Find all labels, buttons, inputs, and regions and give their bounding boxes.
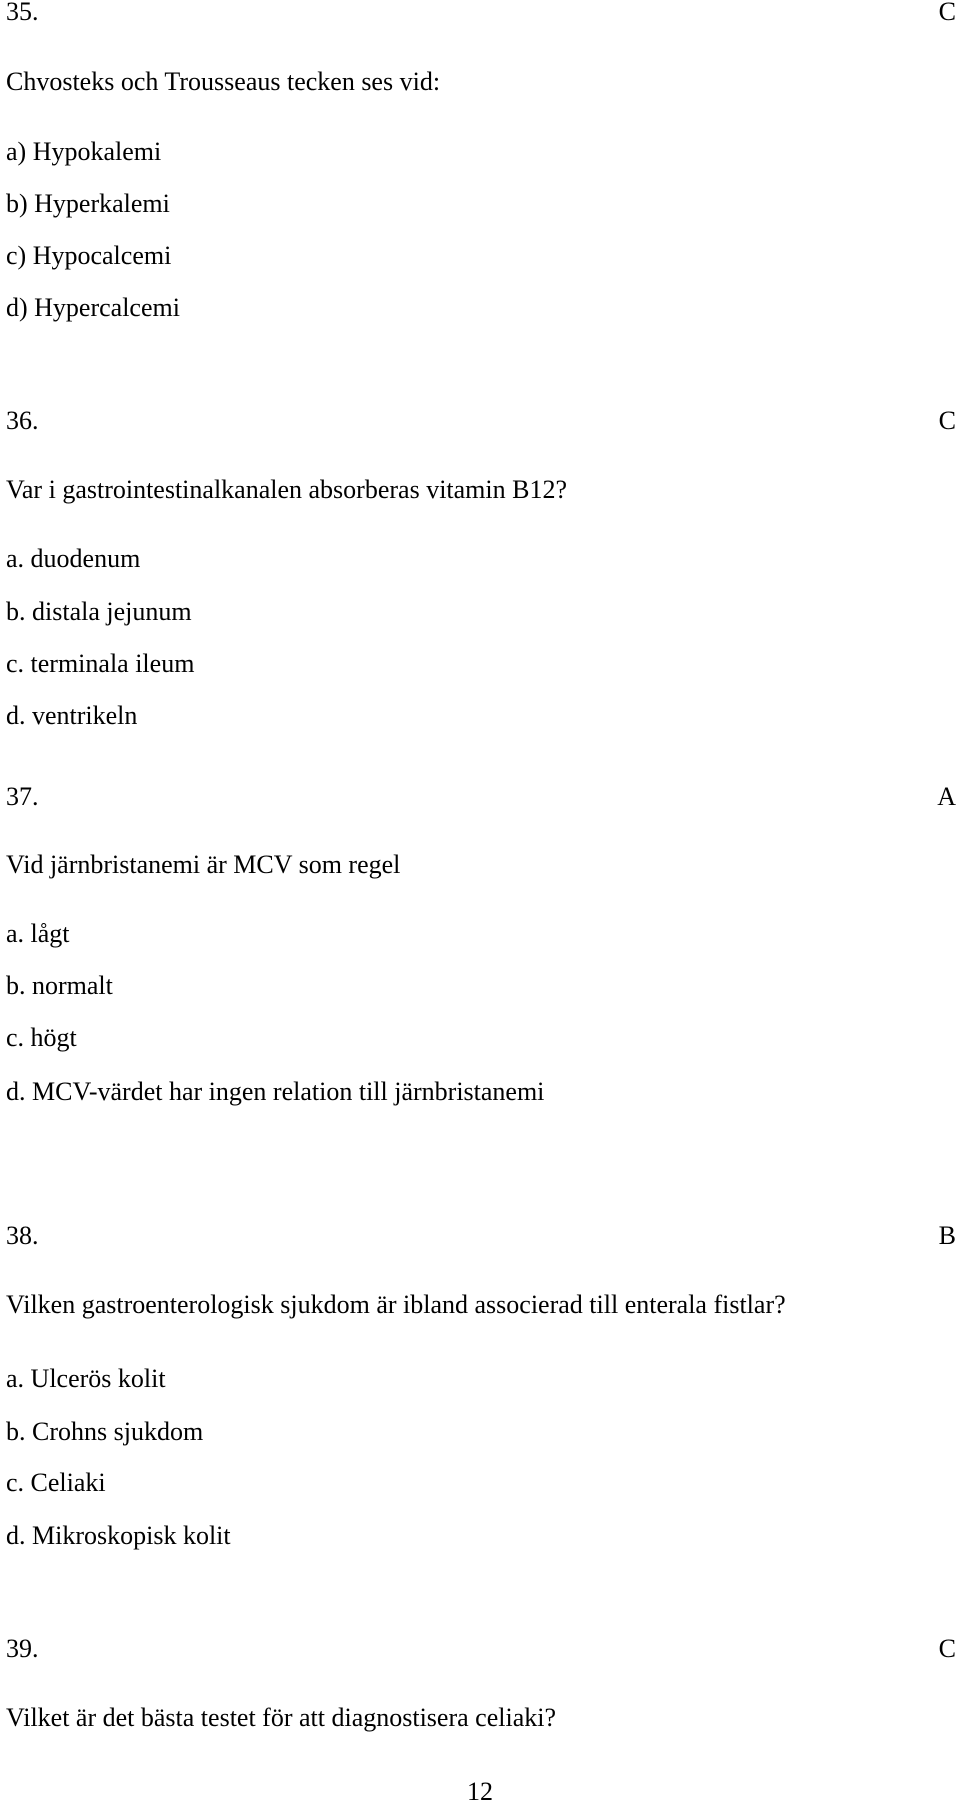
- question-37-option-a: a. lågt: [6, 919, 70, 948]
- question-36-option-c: c. terminala ileum: [6, 649, 195, 678]
- question-38-option-d: d. Mikroskopisk kolit: [6, 1521, 231, 1550]
- question-35-answer: C: [938, 0, 956, 26]
- question-39-text: Vilket är det bästa testet för att diagnostisera celiaki?: [6, 1703, 556, 1732]
- question-37-number: 37.: [6, 782, 39, 811]
- question-39-answer: C: [938, 1634, 956, 1663]
- question-37-option-c: c. högt: [6, 1023, 77, 1052]
- question-38-option-b: b. Crohns sjukdom: [6, 1417, 204, 1446]
- question-35-option-b: b) Hyperkalemi: [6, 189, 170, 218]
- question-37-text: Vid järnbristanemi är MCV som regel: [6, 850, 401, 879]
- question-35-option-d: d) Hypercalcemi: [6, 293, 180, 322]
- question-35-option-a: a) Hypokalemi: [6, 137, 162, 166]
- question-36-option-b: b. distala jejunum: [6, 597, 192, 626]
- question-35-number: 35.: [6, 0, 39, 26]
- question-37-option-d: d. MCV-värdet har ingen relation till järnbristanemi: [6, 1077, 545, 1106]
- question-37-option-b: b. normalt: [6, 971, 113, 1000]
- question-38-answer: B: [938, 1221, 956, 1250]
- question-36-answer: C: [938, 406, 956, 435]
- question-38-text: Vilken gastroenterologisk sjukdom är ibland associerad till enterala fistlar?: [6, 1290, 786, 1319]
- question-36-option-d: d. ventrikeln: [6, 701, 138, 730]
- question-38-number: 38.: [6, 1221, 39, 1250]
- question-36-text: Var i gastrointestinalkanalen absorberas vitamin B12?: [6, 475, 568, 504]
- question-36-number: 36.: [6, 406, 39, 435]
- page-number: 12: [467, 1777, 493, 1806]
- question-37-answer: A: [937, 782, 956, 811]
- question-39-number: 39.: [6, 1634, 39, 1663]
- question-38-option-c: c. Celiaki: [6, 1468, 106, 1497]
- question-35-text: Chvosteks och Trousseaus tecken ses vid:: [6, 67, 441, 96]
- question-35-option-c: c) Hypocalcemi: [6, 241, 172, 270]
- question-36-option-a: a. duodenum: [6, 544, 141, 573]
- question-38-option-a: a. Ulcerös kolit: [6, 1364, 166, 1393]
